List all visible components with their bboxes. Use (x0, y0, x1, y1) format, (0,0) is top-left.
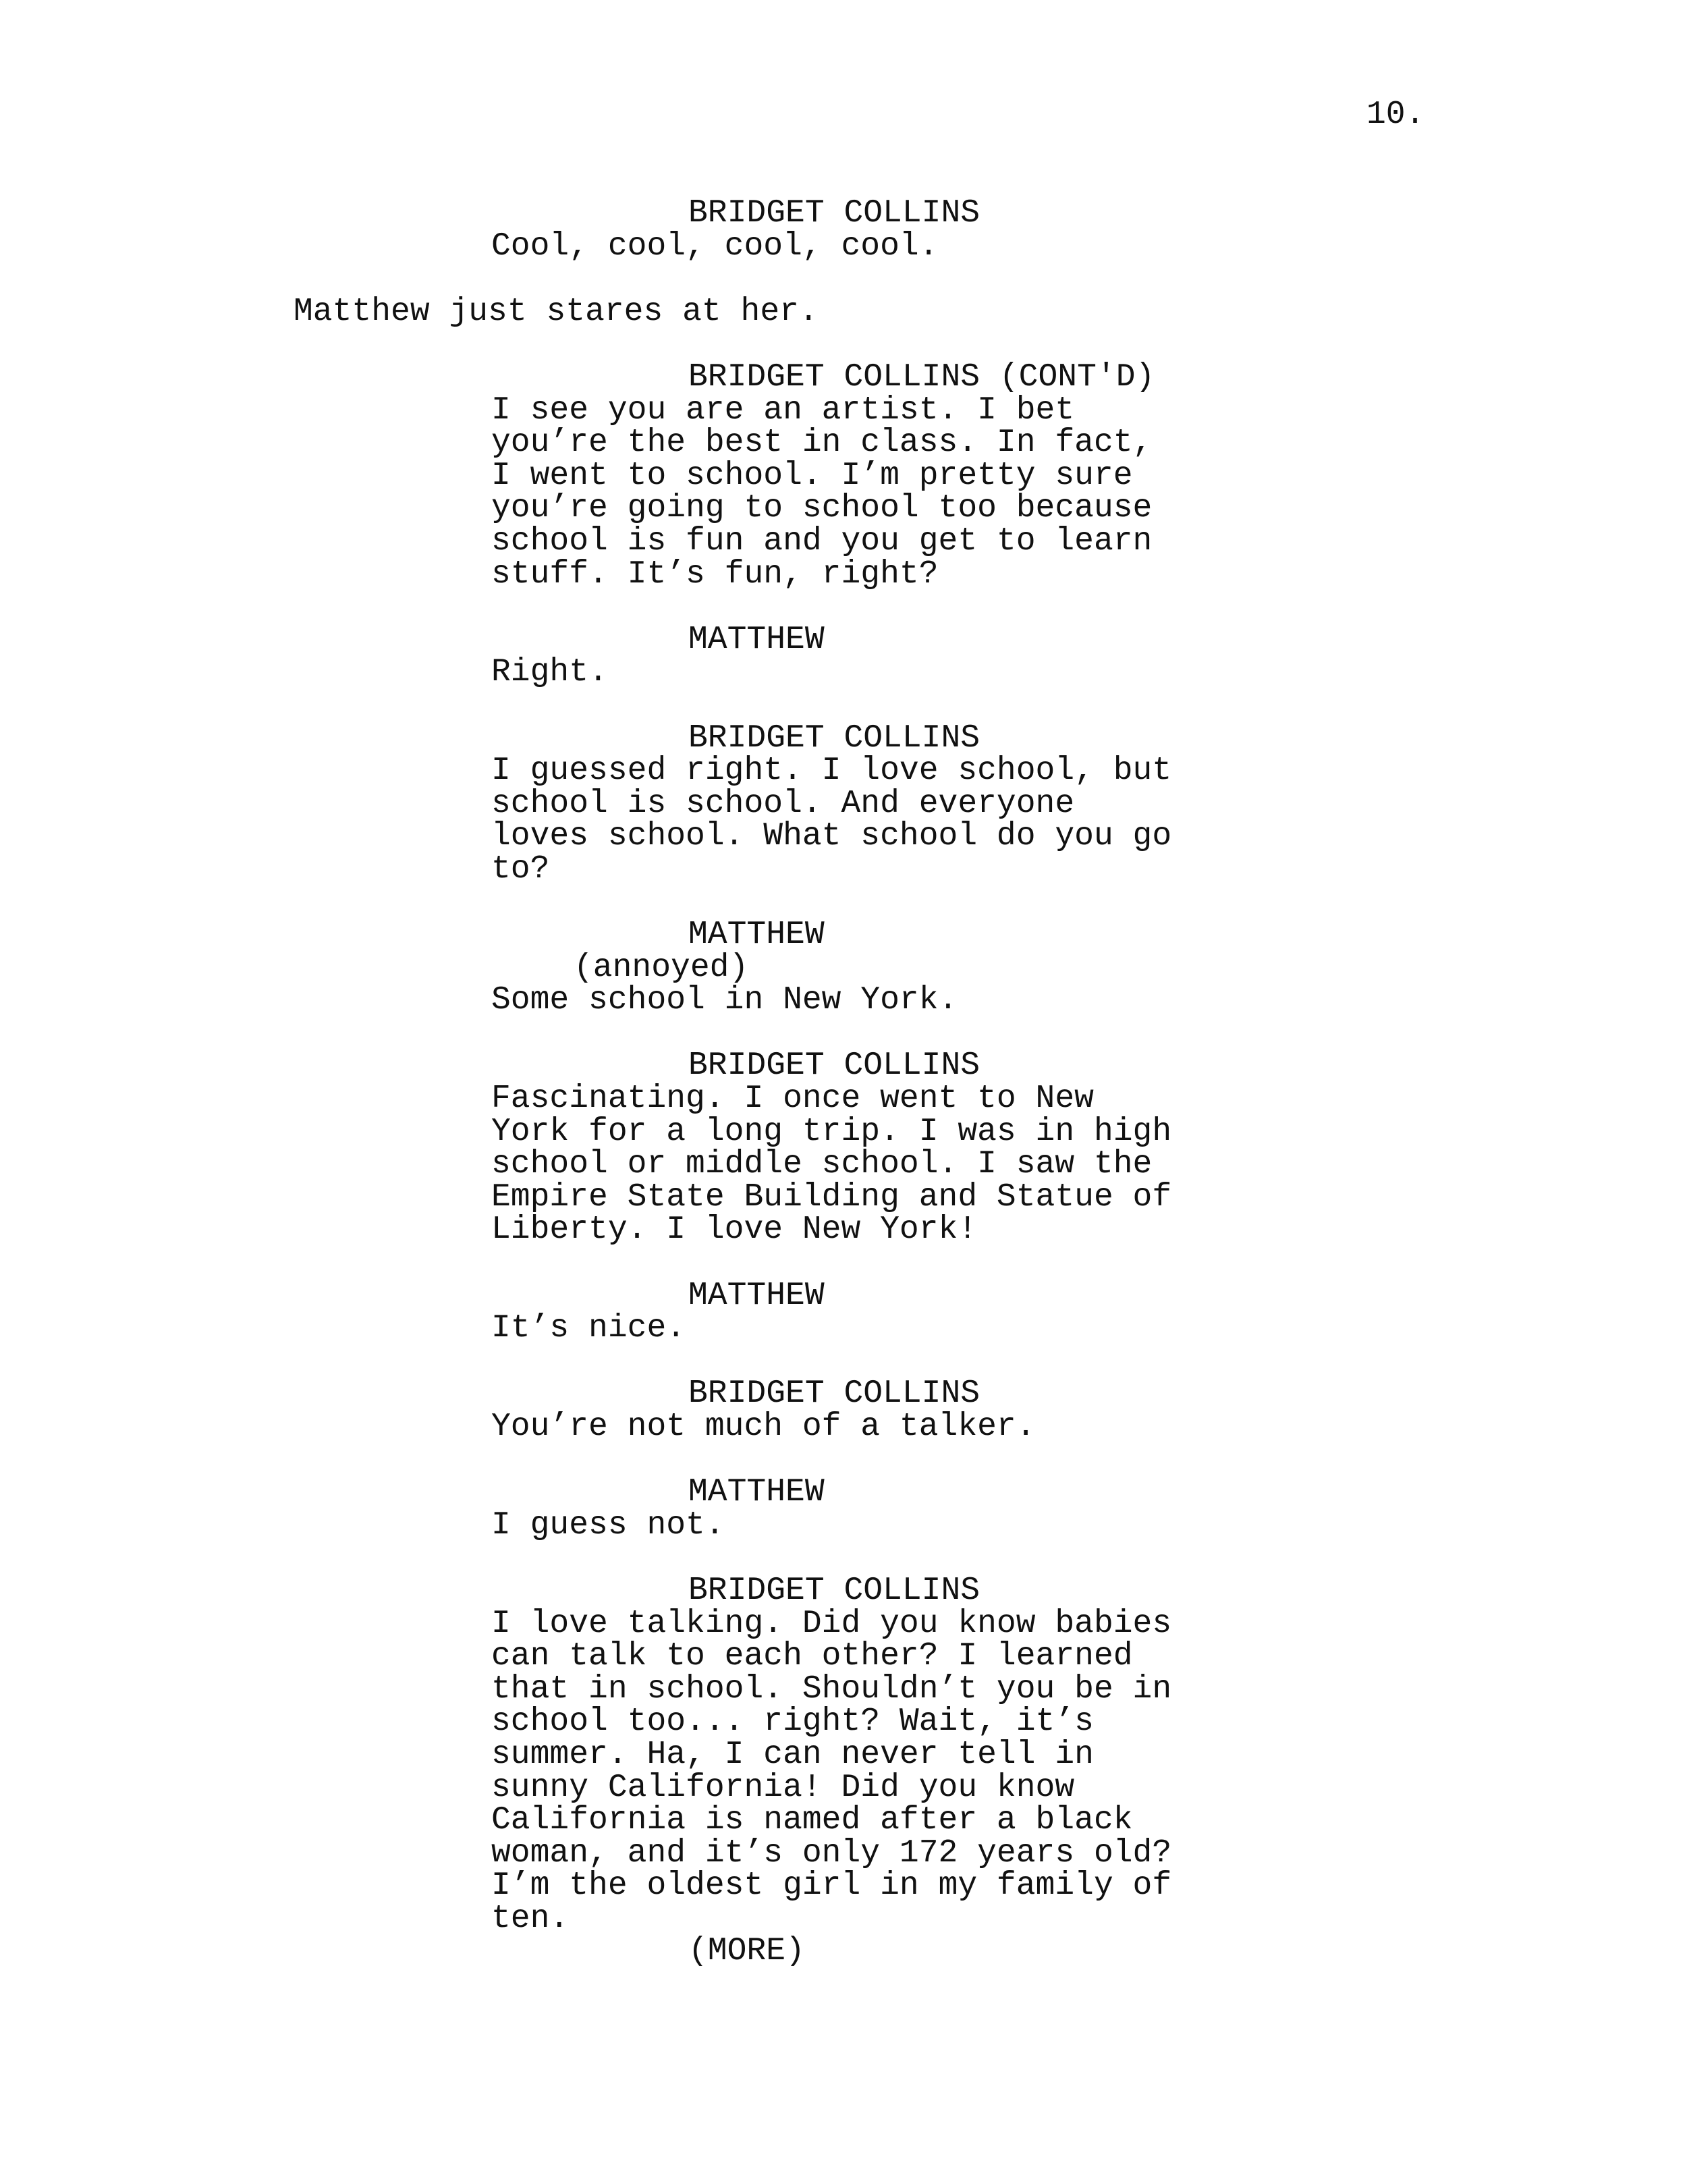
character-name: BRIDGET COLLINS (CONT'D) (688, 358, 1155, 395)
dialogue-text (491, 753, 1180, 888)
dialogue-line: school is fun and you get to learn (491, 522, 1153, 559)
dialogue-line: I went to school. I’m pretty sure (491, 457, 1133, 494)
parenthetical: (annoyed) (574, 949, 749, 986)
dialogue-block (0, 1277, 1687, 1347)
character-name: BRIDGET COLLINS (688, 1375, 980, 1413)
character-name: BRIDGET COLLINS (688, 1572, 980, 1609)
dialogue-line: Right. (491, 654, 608, 691)
action-text: Matthew just stares at her. (294, 293, 819, 330)
character-name: MATTHEW (688, 621, 825, 658)
dialogue-line: Liberty. I love New York! (491, 1211, 978, 1249)
dialogue-line: that in school. Shouldn’t you be in (491, 1670, 1172, 1708)
dialogue-line: you’re going to school too because (491, 490, 1153, 527)
character-name: MATTHEW (688, 1277, 825, 1314)
screenplay-body (0, 197, 1687, 1968)
dialogue-block (0, 919, 1687, 1017)
dialogue-line: You’re not much of a talker. (491, 1408, 1036, 1445)
dialogue-block (0, 719, 1687, 888)
dialogue-block (0, 358, 1687, 593)
dialogue-block (0, 621, 1687, 691)
dialogue-line: stuff. It’s fun, right? (491, 555, 939, 593)
dialogue-line: school too... right? Wait, it’s (491, 1703, 1094, 1741)
dialogue-text (491, 227, 1180, 265)
dialogue-text (491, 1083, 1180, 1247)
character-name: MATTHEW (688, 1474, 825, 1511)
dialogue-line: woman, and it’s only 172 years old? (491, 1834, 1172, 1872)
character-name: BRIDGET COLLINS (688, 1047, 980, 1085)
character-name: MATTHEW (688, 917, 825, 954)
page-number: 10. (1366, 97, 1425, 133)
dialogue-line: you’re the best in class. In fact, (491, 425, 1153, 462)
character-name: BRIDGET COLLINS (688, 195, 980, 231)
action-block (0, 293, 1687, 330)
dialogue-text (491, 391, 1180, 593)
more-marker: (MORE) (688, 1933, 805, 1970)
dialogue-line: I see you are an artist. I bet (491, 391, 1075, 429)
dialogue-line: Empire State Building and Statue of (491, 1178, 1172, 1216)
dialogue-line: loves school. What school do you go (491, 818, 1172, 855)
dialogue-block (0, 1474, 1687, 1544)
dialogue-line: summer. Ha, I can never tell in (491, 1736, 1094, 1773)
dialogue-line: Cool, cool, cool, cool. (491, 227, 939, 265)
dialogue-line: ten. (491, 1900, 570, 1937)
dialogue-line: York for a long trip. I was in high (491, 1113, 1172, 1150)
dialogue-line: sunny California! Did you know (491, 1769, 1075, 1806)
dialogue-text (491, 1605, 1180, 1937)
dialogue-text (491, 1506, 1180, 1544)
dialogue-line: I’m the oldest girl in my family of (491, 1867, 1172, 1905)
dialogue-line: California is named after a black (491, 1802, 1133, 1839)
dialogue-line: It’s nice. (491, 1310, 686, 1347)
dialogue-line: I guess not. (491, 1506, 725, 1544)
dialogue-block (0, 1049, 1687, 1247)
dialogue-line: can talk to each other? I learned (491, 1638, 1133, 1675)
dialogue-line: I love talking. Did you know babies (491, 1605, 1172, 1642)
dialogue-text (491, 656, 1180, 689)
dialogue-text (491, 984, 1180, 1017)
dialogue-block (0, 197, 1687, 263)
dialogue-line: school is school. And everyone (491, 785, 1075, 822)
dialogue-block (0, 1377, 1687, 1443)
dialogue-line: Some school in New York. (491, 982, 958, 1019)
dialogue-text (491, 1408, 1180, 1445)
dialogue-line: to? (491, 850, 550, 888)
dialogue-line: school or middle school. I saw the (491, 1146, 1153, 1183)
dialogue-line: Fascinating. I once went to New (491, 1081, 1094, 1118)
dialogue-block (0, 1572, 1687, 1970)
dialogue-line: I guessed right. I love school, but (491, 753, 1172, 790)
character-name: BRIDGET COLLINS (688, 719, 980, 757)
dialogue-text (491, 1312, 1180, 1345)
